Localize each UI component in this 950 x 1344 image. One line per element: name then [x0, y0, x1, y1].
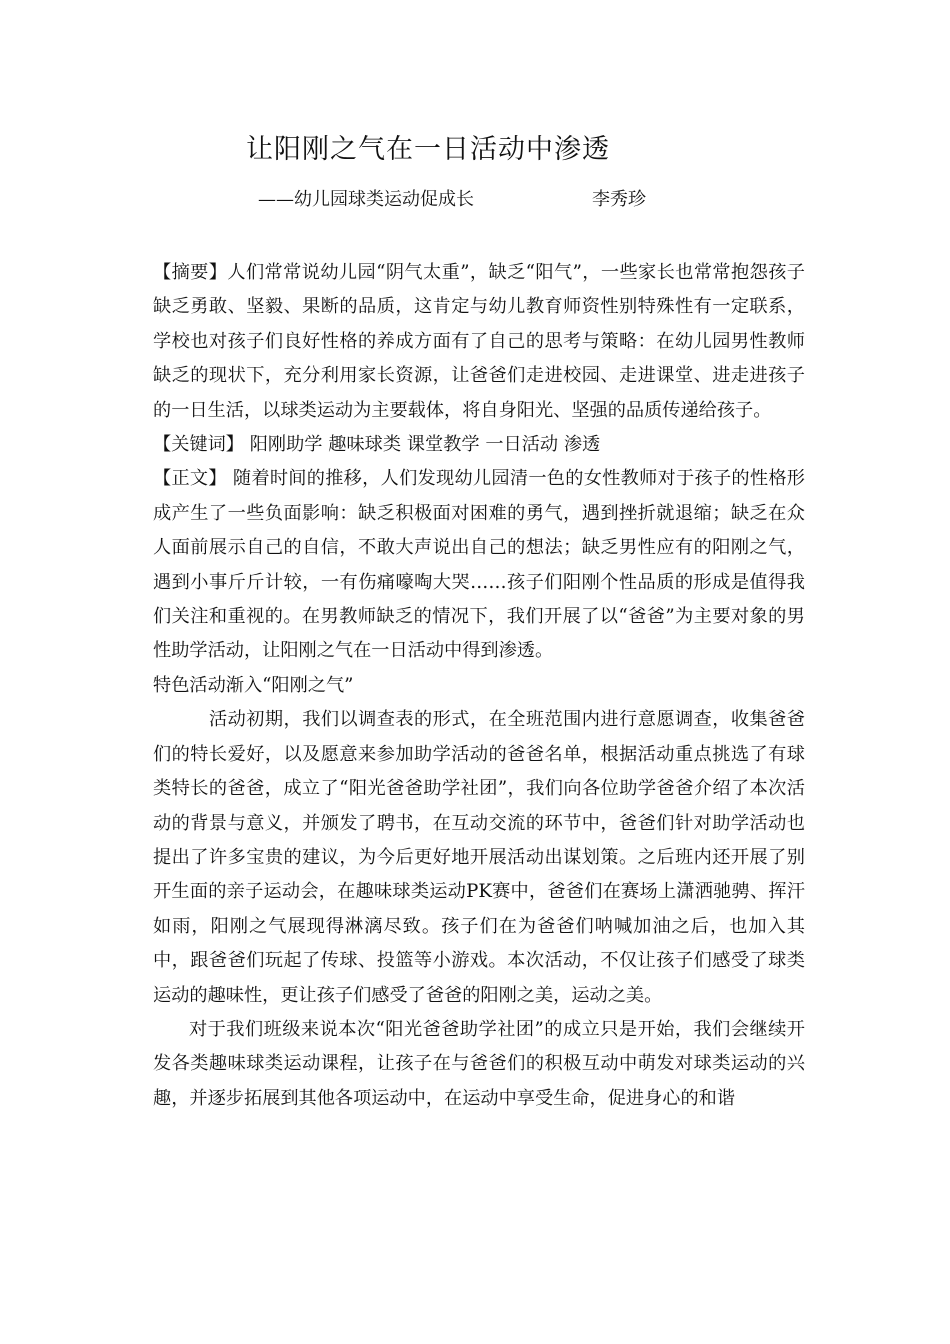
section-heading: 特色活动渐入“阳刚之气” [153, 674, 354, 696]
main-text-paragraph: 【正文】 随着时间的推移，人们发现幼儿园清一色的女性教师对于孩子的性格形成产生了一些负面影响：缺乏积极面对困难的勇气，遇到挫折就退缩；缺乏在众人面前展示自己的自信，不敢大声说出自己的想法；缺乏男性应有的阳刚之气，遇到小事斤斤计较，一有伤痛嚎啕大哭……孩子们阳刚个性品质的形成是值得我们关注和重视的。在男教师缺乏的情况下，我们开展了以“爸爸”为主要对象的男性助学活动，让阳刚之气在一日活动中得到渗透。 [153, 468, 805, 662]
keywords-paragraph: 【关键词】 阳刚助学 趣味球类 课堂教学 一日活动 渗透 [153, 434, 601, 456]
body-paragraph-1: 活动初期，我们以调查表的形式，在全班范围内进行意愿调查，收集爸爸们的特长爱好，以及愿意来参加助学活动的爸爸名单，根据活动重点挑选了有球类特长的爸爸，成立了“阳光爸爸助学社团”，我们向各位助学爸爸介绍了本次活动的背景与意义，并颁发了聘书，在互动交流的环节中，爸爸们针对助学活动也提出了许多宝贵的建议，为今后更好地开展活动出谋划策。之后班内还开展了别开生面的亲子运动会，在趣味球类运动PK赛中，爸爸们在赛场上潇洒驰骋、挥汗如雨，阳刚之气展现得淋漓尽致。孩子们在为爸爸们呐喊加油之后，也加入其中，跟爸爸们玩起了传球、投篮等小游戏。本次活动，不仅让孩子们感受了球类运动的趣味性，更让孩子们感受了爸爸的阳刚之美，运动之美。 [153, 709, 805, 1006]
document-title: 让阳刚之气在一日活动中渗透 [246, 134, 610, 165]
document-author: 李秀珍 [592, 189, 646, 210]
abstract-paragraph: 【摘要】人们常常说幼儿园“阴气太重”，缺乏“阳气”，一些家长也常常抱怨孩子缺乏勇敢、坚毅、果断的品质，这肯定与幼儿教育师资性别特殊性有一定联系，学校也对孩子们良好性格的养成方面有了自己的思考与策略：在幼儿园男性教师缺乏的现状下，充分利用家长资源，让爸爸们走进校园、走进课堂、进走进孩子的一日生活，以球类运动为主要载体，将自身阳光、坚强的品质传递给孩子。 [153, 262, 805, 421]
document-subtitle: ——幼儿园球类运动促成长 [258, 189, 474, 210]
document-body [153, 256, 805, 1116]
body-paragraph-2: 对于我们班级来说本次“阳光爸爸助学社团”的成立只是开始，我们会继续开发各类趣味球类运动课程，让孩子在与爸爸们的积极互动中萌发对球类运动的兴趣，并逐步拓展到其他各项运动中，在运动中享受生命，促进身心的和谐 [153, 1018, 805, 1109]
